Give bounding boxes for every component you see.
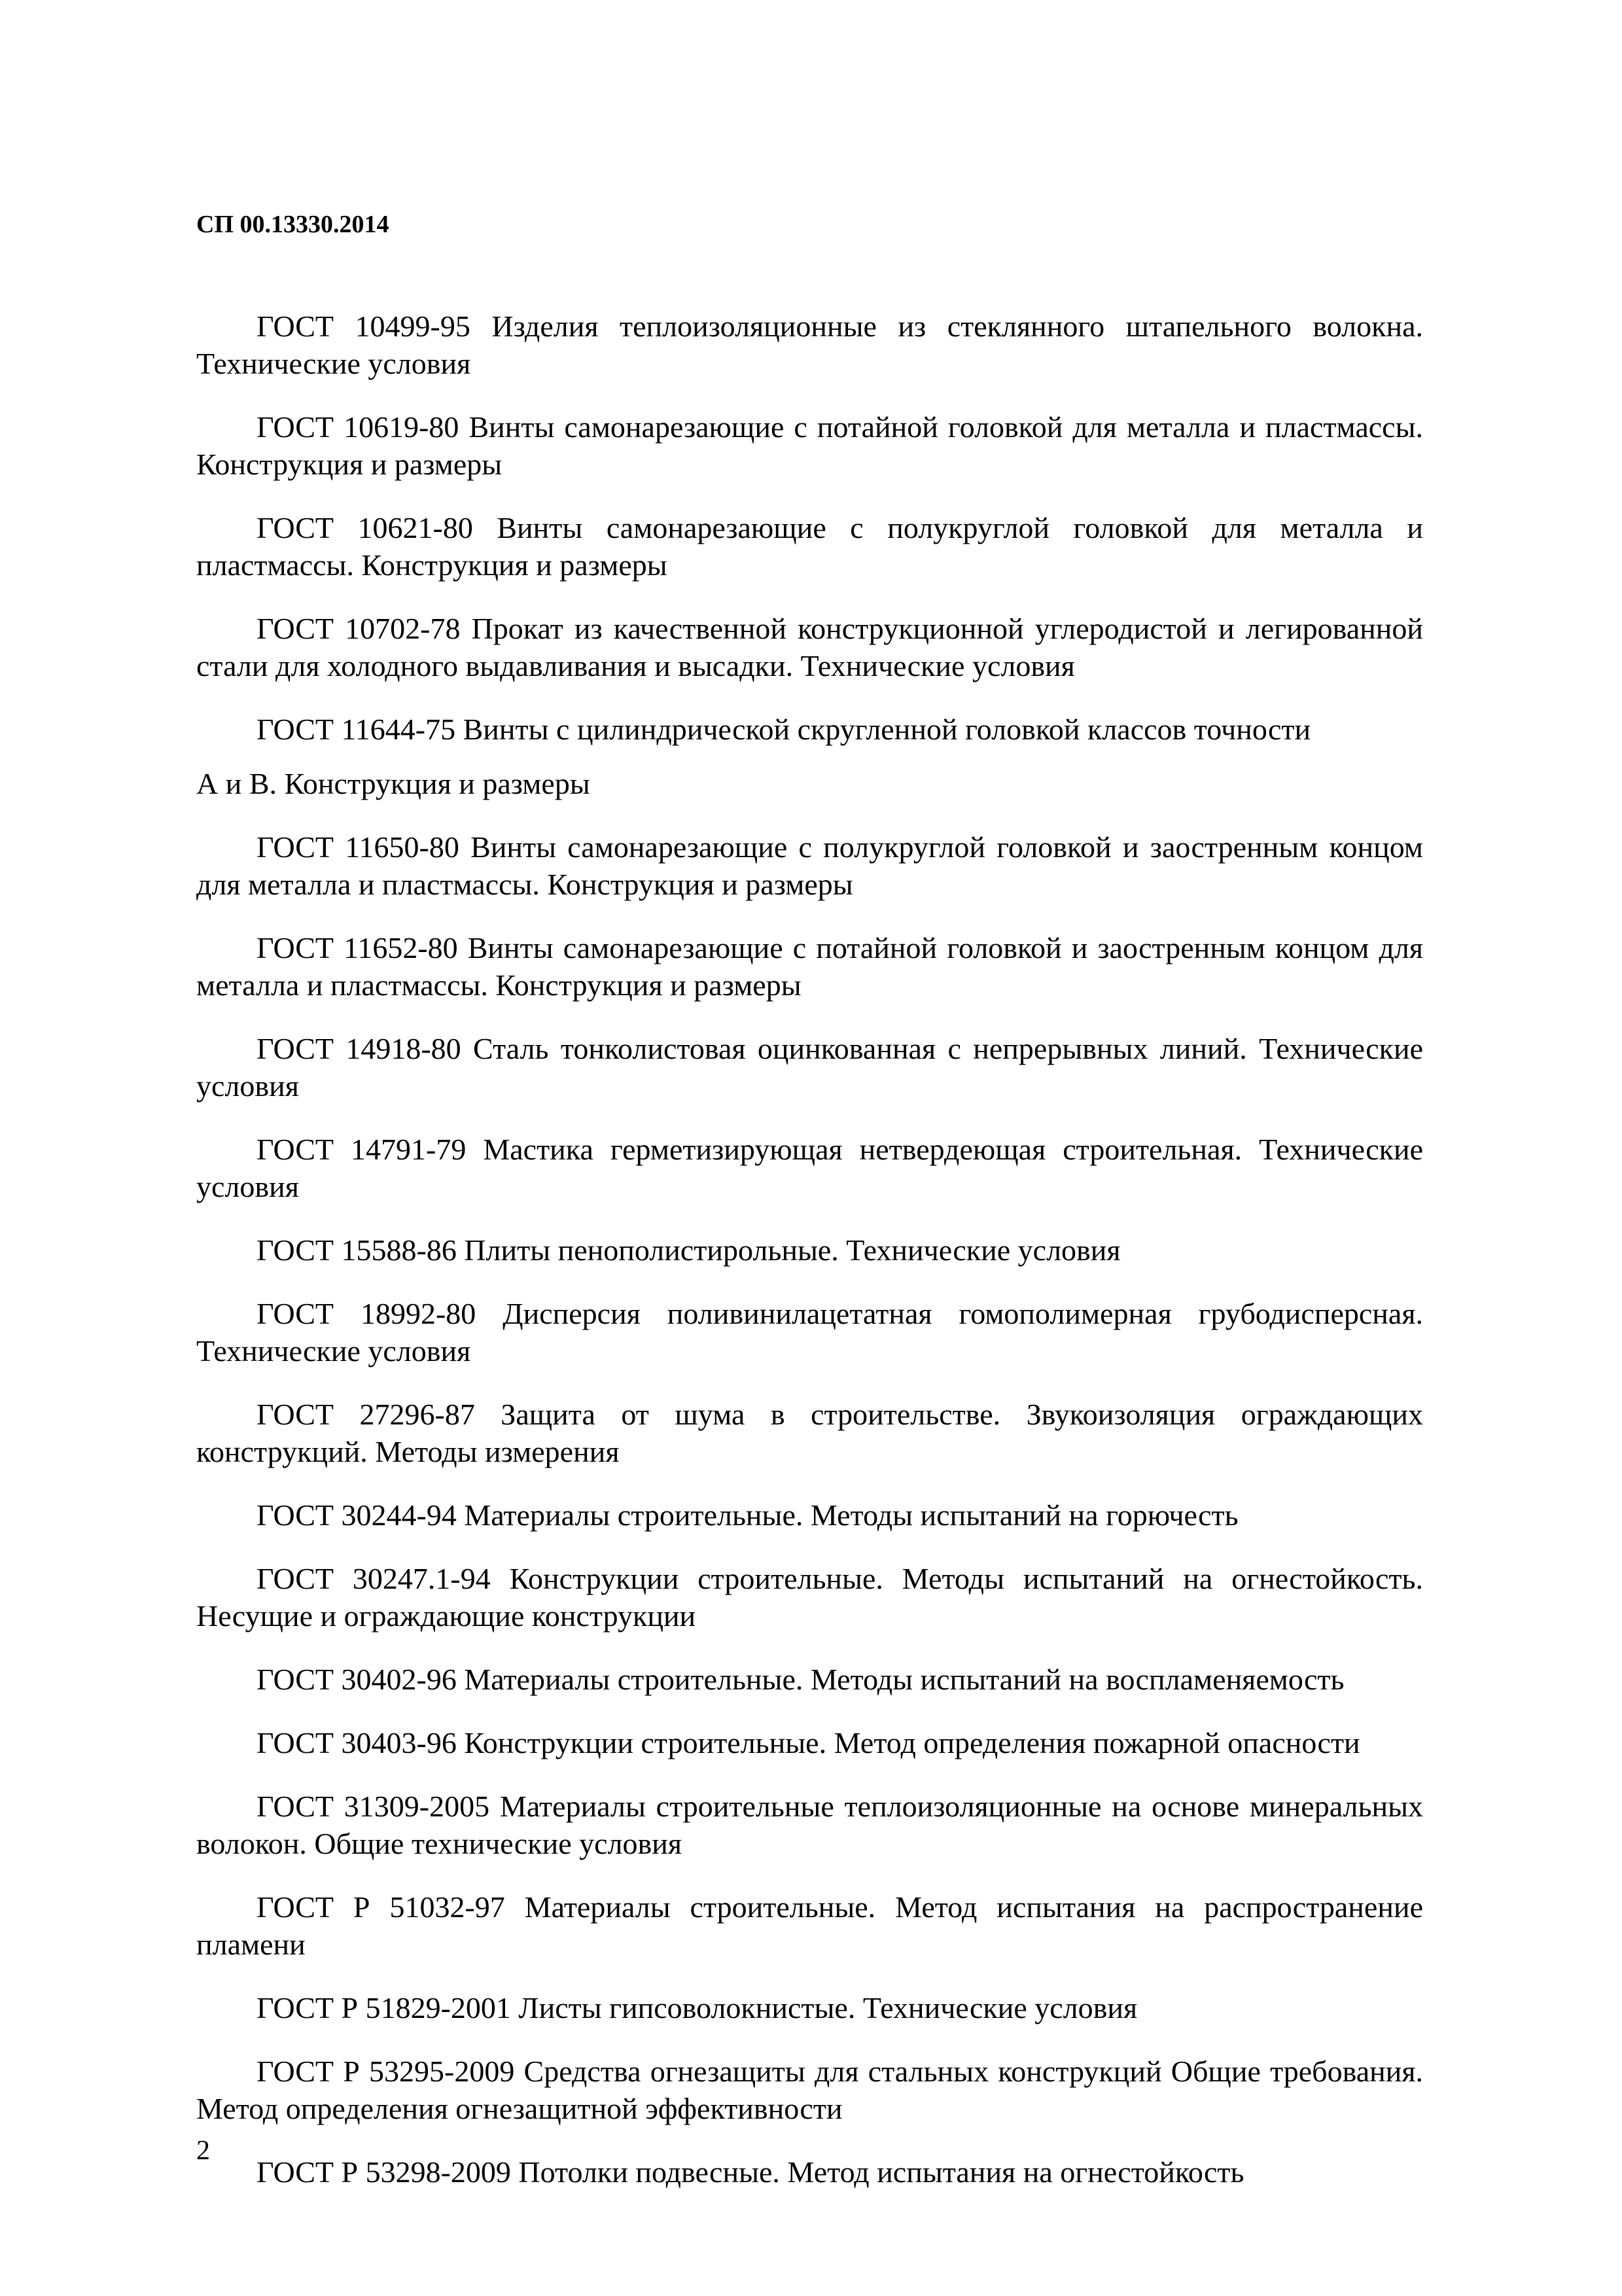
reference-item: ГОСТ 14791-79 Мастика герметизирующая нетвердеющая строительная. Технические условия xyxy=(196,1133,1423,1203)
reference-item: ГОСТ 30247.1-94 Конструкции строительные. Методы испытаний на огнестойкость. Несущие и ограждающие конструкции xyxy=(196,1562,1423,1633)
page-number: 2 xyxy=(196,2136,210,2166)
reference-item: ГОСТ 10621-80 Винты самонарезающие с полукруглой головкой для металла и пластмассы. Конструкция и размеры xyxy=(196,511,1423,582)
reference-item: ГОСТ Р 53298-2009 Потолки подвесные. Метод испытания на огнестойкость xyxy=(256,2155,1244,2189)
reference-item: ГОСТ 15588-86 Плиты пенополистирольные. Технические условия xyxy=(256,1233,1121,1267)
reference-item: ГОСТ 10499-95 Изделия теплоизоляционные из стеклянного штапельного волокна. Технические условия xyxy=(196,309,1423,380)
normative-references-list xyxy=(196,308,1423,2217)
reference-item: ГОСТ 30402-96 Материалы строительные. Методы испытаний на воспламеняемость xyxy=(256,1663,1345,1696)
reference-item: ГОСТ 27296-87 Защита от шума в строительстве. Звукоизоляция ограждающих конструкций. Методы измерения xyxy=(196,1398,1423,1468)
reference-item: ГОСТ 30244-94 Материалы строительные. Методы испытаний на горючесть xyxy=(256,1498,1239,1532)
reference-item: ГОСТ Р 51032-97 Материалы строительные. Метод испытания на распространение пламени xyxy=(196,1890,1423,1961)
reference-item: ГОСТ 10619-80 Винты самонарезающие с потайной головкой для металла и пластмассы. Конструкция и размеры xyxy=(196,410,1423,481)
reference-item: ГОСТ 11652-80 Винты самонарезающие с потайной головкой и заостренным концом для металла и пластмассы. Конструкция и размеры xyxy=(196,931,1423,1002)
reference-item: ГОСТ Р 51829-2001 Листы гипсоволокнистые. Технические условия xyxy=(256,1991,1138,2024)
reference-item: ГОСТ 10702-78 Прокат из качественной конструкционной углеродистой и легированной стали для холодного выдавливания и высадки. Технические условия xyxy=(196,612,1423,682)
reference-item: ГОСТ 30403-96 Конструкции строительные. Метод определения пожарной опасности xyxy=(256,1726,1360,1759)
reference-item: ГОСТ 18992-80 Дисперсия поливинилацетатная гомополимерная грубодисперсная. Технические условия xyxy=(196,1297,1423,1368)
reference-item: ГОСТ 11644-75 Винты с цилиндрической скругленной головкой классов точности xyxy=(256,713,1311,746)
document-code: СП 00.13330.2014 xyxy=(196,211,389,238)
reference-item: ГОСТ Р 53295-2009 Средства огнезащиты для стальных конструкций Общие требования. Метод определения огнезащитной эффективности xyxy=(196,2055,1423,2125)
reference-item-continuation: А и В. Конструкция и размеры xyxy=(196,767,590,800)
reference-item: ГОСТ 14918-80 Сталь тонколистовая оцинкованная с непрерывных линий. Технические условия xyxy=(196,1032,1423,1103)
reference-item: ГОСТ 31309-2005 Материалы строительные теплоизоляционные на основе минеральных волокон. Общие технические условия xyxy=(196,1790,1423,1860)
reference-item: ГОСТ 11650-80 Винты самонарезающие с полукруглой головкой и заостренным концом для металла и пластмассы. Конструкция и размеры xyxy=(196,830,1423,901)
